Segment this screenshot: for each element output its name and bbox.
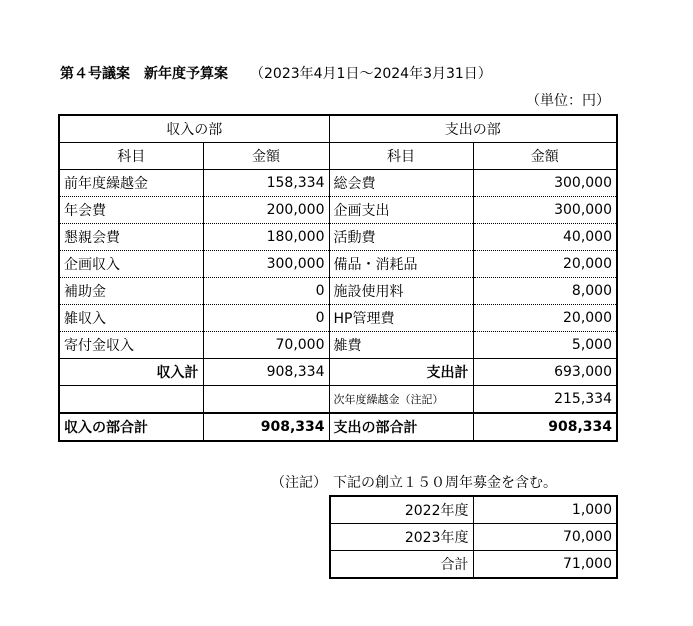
expense-item: 総会費 bbox=[329, 170, 473, 197]
expense-item: 企画支出 bbox=[329, 197, 473, 224]
income-amount: 0 bbox=[203, 278, 329, 305]
expense-item: HP管理費 bbox=[329, 305, 473, 332]
carryover-label: 次年度繰越金（注記） bbox=[329, 386, 473, 414]
expense-amount: 5,000 bbox=[473, 332, 617, 359]
income-amount: 200,000 bbox=[203, 197, 329, 224]
income-amount: 158,334 bbox=[203, 170, 329, 197]
table-row bbox=[59, 305, 617, 332]
donation-year: 2022年度 bbox=[330, 496, 473, 524]
fiscal-period: （2023年4月1日～2024年3月31日） bbox=[250, 66, 492, 82]
unit-label: （単位：円） bbox=[526, 93, 610, 109]
income-total-label: 収入の部合計 bbox=[59, 413, 203, 441]
donation-amount: 70,000 bbox=[473, 524, 617, 551]
income-section-header: 収入の部 bbox=[59, 115, 329, 143]
expense-item: 備品・消耗品 bbox=[329, 251, 473, 278]
expense-item: 雑費 bbox=[329, 332, 473, 359]
income-item-header: 科目 bbox=[59, 143, 203, 170]
expense-item: 施設使用料 bbox=[329, 278, 473, 305]
expense-amount: 300,000 bbox=[473, 170, 617, 197]
budget-table bbox=[58, 114, 618, 442]
document-title bbox=[60, 63, 492, 83]
income-amount-header: 金額 bbox=[203, 143, 329, 170]
expense-amount: 300,000 bbox=[473, 197, 617, 224]
income-item: 年会費 bbox=[59, 197, 203, 224]
expense-item-header: 科目 bbox=[329, 143, 473, 170]
income-item: 企画収入 bbox=[59, 251, 203, 278]
expense-amount-header: 金額 bbox=[473, 143, 617, 170]
income-item: 雑収入 bbox=[59, 305, 203, 332]
note-label: （注記） bbox=[271, 475, 327, 491]
donation-table bbox=[329, 495, 618, 579]
expense-amount: 20,000 bbox=[473, 251, 617, 278]
table-row bbox=[330, 496, 617, 524]
donation-total-amount: 71,000 bbox=[473, 551, 617, 579]
income-item: 寄付金収入 bbox=[59, 332, 203, 359]
empty-cell bbox=[59, 386, 203, 414]
table-row bbox=[59, 251, 617, 278]
grand-total-row bbox=[59, 413, 617, 441]
expense-amount: 20,000 bbox=[473, 305, 617, 332]
income-amount: 180,000 bbox=[203, 224, 329, 251]
expense-total-amount: 908,334 bbox=[473, 413, 617, 441]
note-text: 下記の創立１５０周年募金を含む。 bbox=[333, 475, 557, 491]
table-row bbox=[59, 197, 617, 224]
table-row bbox=[330, 551, 617, 579]
donation-amount: 1,000 bbox=[473, 496, 617, 524]
column-header-row bbox=[59, 143, 617, 170]
table-row bbox=[330, 524, 617, 551]
agenda-number: 第４号議案 bbox=[60, 66, 130, 82]
income-subtotal-label: 収入計 bbox=[59, 359, 203, 386]
income-total-amount: 908,334 bbox=[203, 413, 329, 441]
section-header-row bbox=[59, 115, 617, 143]
expense-amount: 8,000 bbox=[473, 278, 617, 305]
expense-subtotal-amount: 693,000 bbox=[473, 359, 617, 386]
table-row bbox=[59, 224, 617, 251]
expense-amount: 40,000 bbox=[473, 224, 617, 251]
expense-section-header: 支出の部 bbox=[329, 115, 617, 143]
agenda-subject: 新年度予算案 bbox=[144, 66, 228, 82]
income-item: 補助金 bbox=[59, 278, 203, 305]
empty-cell bbox=[203, 386, 329, 414]
income-amount: 300,000 bbox=[203, 251, 329, 278]
income-amount: 70,000 bbox=[203, 332, 329, 359]
table-row bbox=[59, 332, 617, 359]
expense-total-label: 支出の部合計 bbox=[329, 413, 473, 441]
income-amount: 0 bbox=[203, 305, 329, 332]
income-subtotal-amount: 908,334 bbox=[203, 359, 329, 386]
table-row bbox=[59, 278, 617, 305]
expense-subtotal-label: 支出計 bbox=[329, 359, 473, 386]
carryover-amount: 215,334 bbox=[473, 386, 617, 414]
subtotal-row bbox=[59, 359, 617, 386]
donation-year: 2023年度 bbox=[330, 524, 473, 551]
table-row bbox=[59, 170, 617, 197]
donation-total-label: 合計 bbox=[330, 551, 473, 579]
carryover-row bbox=[59, 386, 617, 414]
income-item: 懇親会費 bbox=[59, 224, 203, 251]
income-item: 前年度繰越金 bbox=[59, 170, 203, 197]
expense-item: 活動費 bbox=[329, 224, 473, 251]
